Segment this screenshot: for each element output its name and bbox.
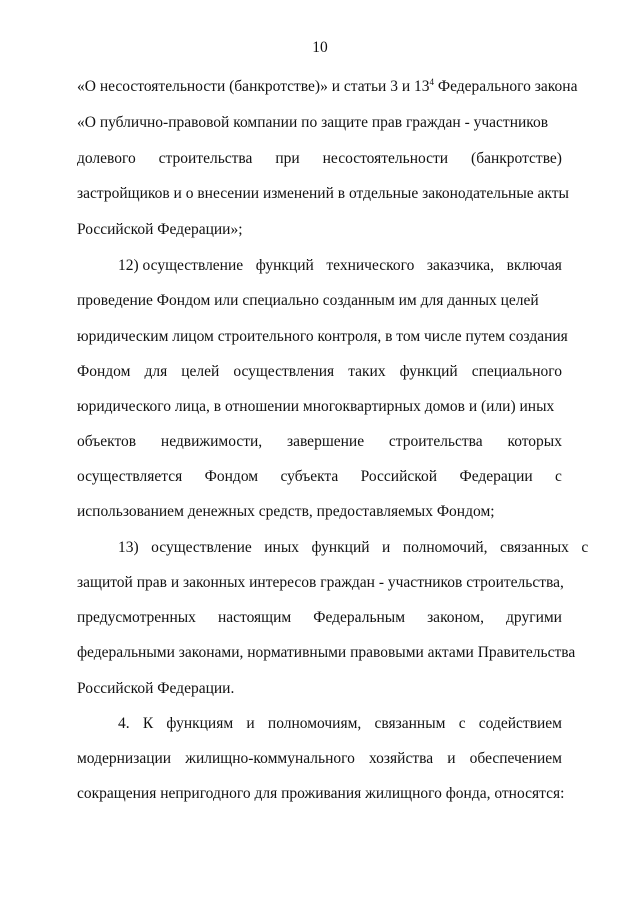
word: обеспечением (469, 750, 562, 767)
word: несостоятельности (322, 150, 449, 167)
word: целей (181, 363, 220, 380)
p2-line-6 (77, 432, 562, 452)
word: предусмотренных (77, 609, 196, 626)
word: для (144, 363, 168, 380)
p3-line-2: защитой прав и законных интересов граждан - участников строительства, (77, 574, 564, 591)
p2-line-7 (77, 467, 562, 487)
word: Фондом (77, 363, 131, 380)
p3-line-1: 13) осуществление иных функций и полномочий, связанных с (118, 539, 589, 556)
superscript-4: 4 (429, 77, 434, 87)
p3-line-4: федеральными законами, нормативными правовыми актами Правительства (77, 644, 576, 661)
p2-line-4 (77, 362, 562, 382)
p1-line-4: застройщиков и о внесении изменений в отдельные законодательные акты (77, 185, 569, 202)
word: функциям (166, 715, 234, 732)
p1-line-1-tail: Федерального закона (434, 78, 578, 95)
word: при (275, 150, 300, 167)
p2-line-8: использованием денежных средств, предоставляемых Фондом; (77, 503, 495, 520)
p4-line-1 (118, 714, 562, 734)
word: и (447, 750, 456, 767)
word: Федеральным (313, 609, 406, 626)
p4-line-2 (77, 749, 562, 769)
word: (банкротстве) (471, 150, 562, 167)
word: специального (471, 363, 562, 380)
word: другими (506, 609, 562, 626)
word: Федерации (459, 468, 533, 485)
p2-line-3: юридическим лицом строительного контроля, в том числе путем создания (77, 328, 568, 345)
word: 4. (118, 715, 130, 732)
word: включая (506, 257, 562, 274)
word: и (246, 715, 255, 732)
p1-line-3 (77, 149, 562, 169)
p4-line-3: сокращения непригодного для проживания жилищного фонда, относятся: (77, 785, 565, 802)
word: осуществления (233, 363, 335, 380)
word: технического (326, 257, 415, 274)
word: строительства (388, 433, 483, 450)
word: функций (399, 363, 458, 380)
p1-line-5: Российской Федерации»; (77, 221, 243, 238)
word: функций (255, 257, 314, 274)
word: К (142, 715, 154, 732)
word: модернизации (77, 750, 172, 767)
p2-line-5: юридического лица, в отношении многоквартирных домов и (или) иных (77, 398, 555, 415)
word: законом, (427, 609, 484, 626)
word: настоящим (217, 609, 292, 626)
p1-line-1 (77, 77, 578, 97)
word: заказчика, (426, 257, 495, 274)
page-number: 10 (312, 39, 328, 56)
word: недвижимости, (160, 433, 263, 450)
word: объектов (77, 433, 137, 450)
word: таких (348, 363, 386, 380)
p1-line-1-text: «О несостоятельности (банкротстве)» и статьи 3 и 13 (77, 78, 430, 95)
word: осуществляется (77, 468, 183, 485)
word: строительства (158, 150, 253, 167)
word: с (555, 468, 562, 485)
p3-line-5: Российской Федерации. (77, 680, 235, 697)
word: с (458, 715, 466, 732)
word: хозяйства (368, 750, 434, 767)
word: содействием (478, 715, 562, 732)
word: которых (507, 433, 562, 450)
word: жилищно-коммунального (185, 750, 355, 767)
p2-line-1 (118, 256, 562, 276)
word: связанным (374, 715, 446, 732)
p3-line-3 (77, 608, 562, 628)
p1-line-2: «О публично-правовой компании по защите прав граждан - участников (77, 114, 549, 131)
word: 12) осуществление (118, 257, 244, 274)
word: Фондом (204, 468, 259, 485)
word: долевого (77, 150, 136, 167)
word: субъекта (280, 468, 339, 485)
word: Российской (360, 468, 438, 485)
word: завершение (286, 433, 365, 450)
word: полномочиям, (267, 715, 362, 732)
p2-line-2: проведение Фондом или специально созданным им для данных целей (77, 292, 539, 309)
